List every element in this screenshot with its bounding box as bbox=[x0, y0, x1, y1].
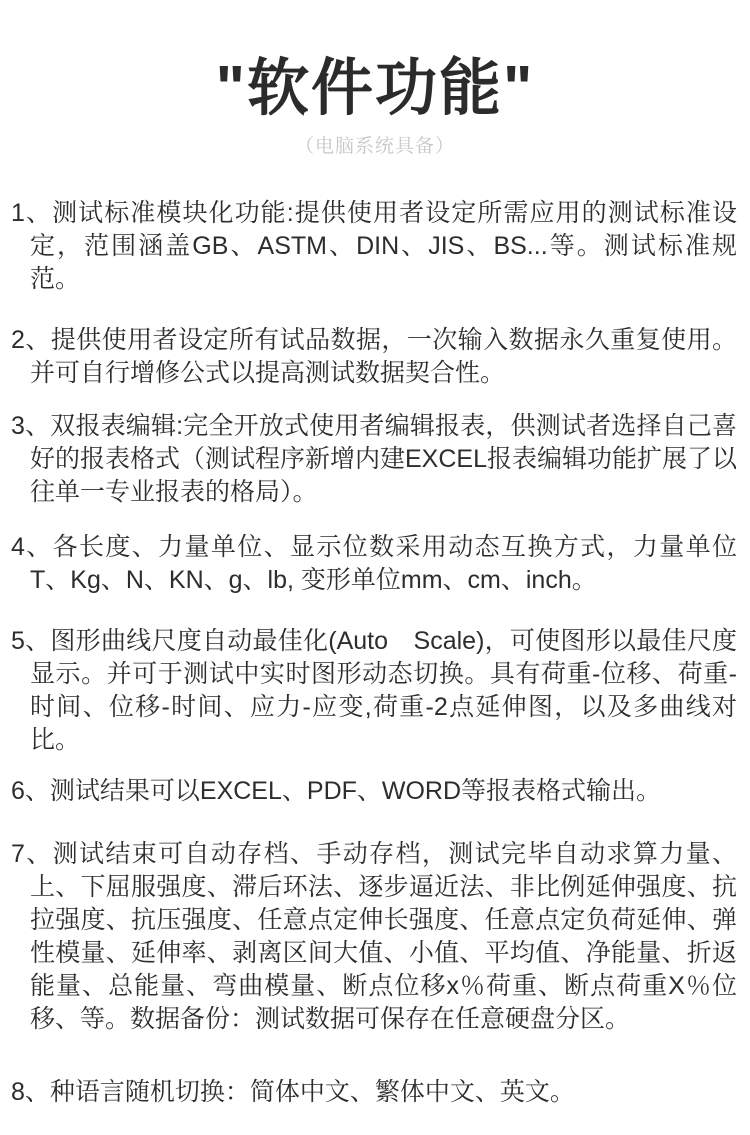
item-text: 各长度、力量单位、显示位数采用动态互换方式，力量单位T、Kg、N、KN、g、lb, 变形单位mm、cm、inch。 bbox=[30, 532, 737, 594]
feature-list bbox=[0, 197, 750, 1109]
item-number: 5、 bbox=[11, 626, 51, 655]
item-text: 测试结果可以EXCEL、PDF、WORD等报表格式输出。 bbox=[49, 776, 662, 805]
item-number: 2、 bbox=[11, 325, 51, 354]
item-text: 测试结束可自动存档、手动存档，测试完毕自动求算力量、上、下屈服强度、滞后环法、逐步逼近法、非比例延伸强度、抗拉强度、抗压强度、任意点定伸长强度、任意点定负荷延伸、弹性模量、延伸率、剥离区间大值、小值、平均值、净能量、折返能量、总能量、弯曲模量、断点位移x％荷重、断点荷重X％位移、等。数据备份：测试数据可保存在任意硬盘分区。 bbox=[30, 839, 737, 1033]
feature-item-4 bbox=[11, 531, 737, 597]
page-subtitle: （电脑系统具备） bbox=[294, 136, 455, 158]
feature-item-1 bbox=[11, 197, 737, 296]
item-number: 1、 bbox=[11, 198, 53, 227]
item-number: 3、 bbox=[11, 411, 51, 440]
software-features-page bbox=[0, 56, 750, 1135]
feature-item-7 bbox=[11, 838, 737, 1036]
item-number: 4、 bbox=[11, 532, 53, 561]
feature-item-5 bbox=[11, 625, 737, 757]
item-number: 8、 bbox=[11, 1077, 50, 1106]
item-number: 7、 bbox=[11, 839, 53, 868]
feature-item-2 bbox=[11, 324, 737, 390]
item-text: 测试标准模块化功能:提供使用者设定所需应用的测试标准设定，范围涵盖GB、ASTM、DIN、JIS、BS...等。测试标准规范。 bbox=[30, 198, 737, 293]
item-text: 提供使用者设定所有试品数据，一次输入数据永久重复使用。并可自行增修公式以提高测试数据契合性。 bbox=[30, 325, 737, 387]
feature-item-8 bbox=[11, 1076, 737, 1109]
item-text: 图形曲线尺度自动最佳化(Auto Scale)，可使图形以最佳尺度显示。并可于测试中实时图形动态切换。具有荷重-位移、荷重-时间、位移-时间、应力-应变,荷重-2点延伸图，以及多曲线对比。 bbox=[30, 626, 737, 754]
feature-item-6 bbox=[11, 775, 737, 808]
item-number: 6、 bbox=[11, 776, 50, 805]
item-text: 种语言随机切换：简体中文、繁体中文、英文。 bbox=[49, 1077, 575, 1106]
item-text: 双报表编辑:完全开放式使用者编辑报表，供测试者选择自己喜好的报表格式（测试程序新增内建EXCEL报表编辑功能扩展了以往单一专业报表的格局）。 bbox=[30, 411, 737, 506]
feature-item-3 bbox=[11, 410, 737, 509]
page-title: "软件功能" bbox=[215, 54, 535, 123]
